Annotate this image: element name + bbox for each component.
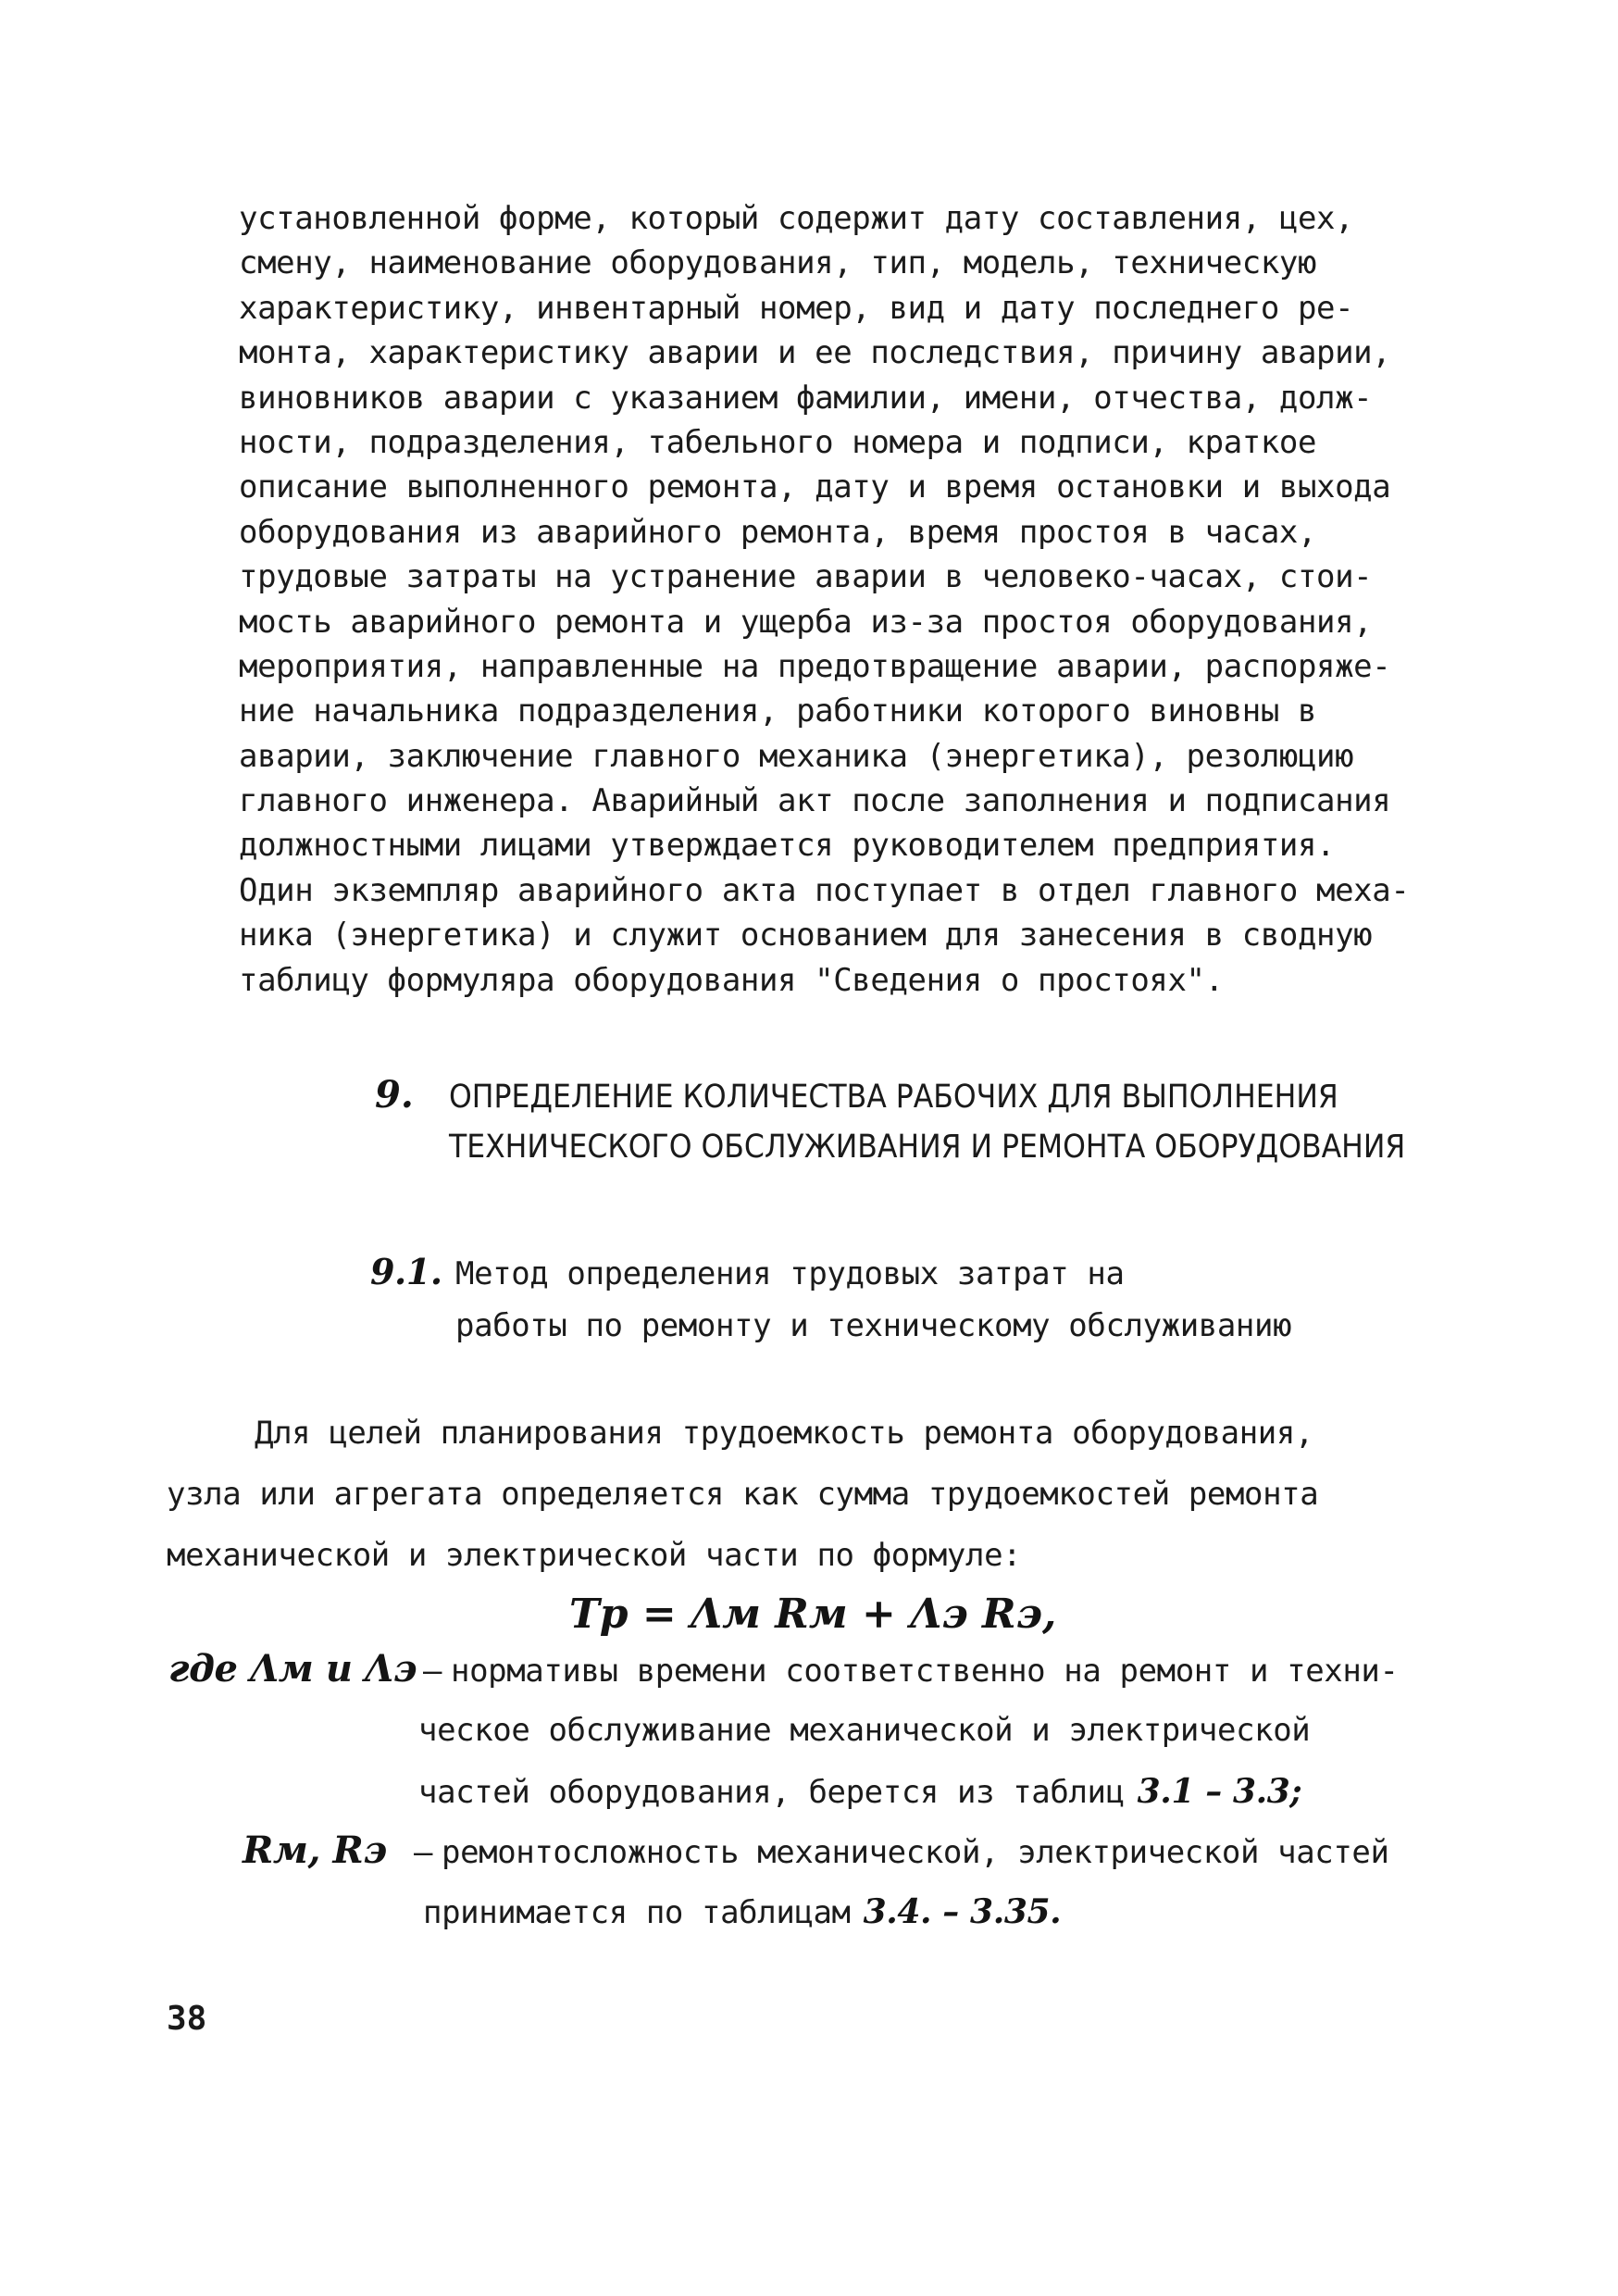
text-line: описание выполненного ремонта, дату и время остановки и выхода <box>239 468 1391 506</box>
text-line: аварии, заключение главного механика (энергетика), резолюцию <box>239 737 1354 775</box>
text-line: мость аварийного ремонта и ущерба из-за простоя оборудования, <box>239 603 1373 641</box>
text-line: Для целей планирования трудоемкость ремонта оборудования, <box>255 1415 1313 1452</box>
paragraph-accident-act <box>239 196 1442 1003</box>
section-heading-9-1 <box>370 1245 1481 1353</box>
text-line: трудовые затраты на устранение аварии в человеко-часах, стои- <box>239 558 1373 596</box>
text-line: характеристику, инвентарный номер, вид и дату последнего ре- <box>239 289 1354 327</box>
definition-text: ремонтосложность механической, электрической частей <box>442 1834 1389 1871</box>
subsection-number: 9.1. <box>370 1251 442 1292</box>
text-line: смену, наименование оборудования, тип, модель, техническую <box>239 244 1317 282</box>
definition-line <box>168 1639 1557 1700</box>
text-line: ние начальника подразделения, работники которого виновны в <box>239 693 1317 730</box>
definition-dash: – <box>413 1834 433 1871</box>
paragraph-planning <box>167 1403 1462 1586</box>
text-line: механической и электрической части по формуле: <box>167 1537 1022 1574</box>
text-line: установленной форме, который содержит дату составления, цех, <box>239 200 1354 237</box>
definition-line <box>243 1820 1618 1881</box>
definition-complexity <box>243 1820 1618 1942</box>
text-line: виновников аварии с указанием фамилии, имени, отчества, долж- <box>239 379 1373 417</box>
definition-text: нормативы времени соответственно на ремонт и техни- <box>451 1653 1399 1690</box>
heading-line-1 <box>375 1069 1486 1121</box>
definition-text: принимается по таблицам <box>423 1894 851 1931</box>
text-line: оборудования из аварийного ремонта, время простоя в часах, <box>239 513 1317 551</box>
definition-symbol: Rм, Rэ <box>243 1828 387 1872</box>
definition-line: ческое обслуживание механической и электрической <box>418 1712 1311 1749</box>
subheading-line-1 <box>370 1245 1481 1299</box>
subheading-text: Метод определения трудовых затрат на <box>455 1255 1125 1292</box>
text-line: главного инженера. Аварийный акт после заполнения и подписания <box>239 782 1391 820</box>
text-line: Один экземпляр аварийного акта поступает в отдел главного меха- <box>239 871 1410 909</box>
definition-text: частей оборудования, берется из таблиц <box>418 1774 1125 1811</box>
definition-norms <box>168 1639 1557 1822</box>
text-line: ника (энергетика) и служит основанием для занесения в сводную <box>239 917 1373 955</box>
text-line: ности, подразделения, табельного номера и подписи, краткое <box>239 423 1317 461</box>
definition-line <box>243 1881 1618 1942</box>
page-number: 38 <box>167 2000 207 2038</box>
text-line: таблицу формуляра оборудования "Сведения о простоях". <box>239 961 1224 999</box>
text-line: должностными лицами утверждается руководителем предприятия. <box>239 827 1336 865</box>
section-number: 9. <box>375 1073 414 1117</box>
text-line: мероприятия, направленные на предотвращение аварии, распоряже- <box>239 647 1391 685</box>
definition-symbol: где Λм и Λэ <box>168 1647 417 1691</box>
definition-dash: – <box>422 1653 442 1690</box>
formula-labor-intensity: Tр = Λм Rм + Λэ Rэ, <box>569 1591 1057 1638</box>
heading-line-2: ТЕХНИЧЕСКОГО ОБСЛУЖИВАНИЯ И РЕМОНТА ОБОРУДОВАНИЯ <box>449 1129 1406 1166</box>
heading-text: ОПРЕДЕЛЕНИЕ КОЛИЧЕСТВА РАБОЧИХ ДЛЯ ВЫПОЛНЕНИЯ <box>449 1079 1338 1116</box>
table-reference: 3.1 – 3.3; <box>1137 1772 1302 1811</box>
section-heading-9 <box>375 1069 1486 1173</box>
text-line: узла или агрегата определяется как сумма трудоемкостей ремонта <box>167 1476 1319 1513</box>
text-line: монта, характеристику аварии и ее последствия, причину аварии, <box>239 334 1391 372</box>
table-reference: 3.4. – 3.35. <box>863 1892 1062 1931</box>
definition-line <box>168 1761 1557 1822</box>
subheading-line-2: работы по ремонту и техническому обслуживанию <box>455 1307 1292 1344</box>
